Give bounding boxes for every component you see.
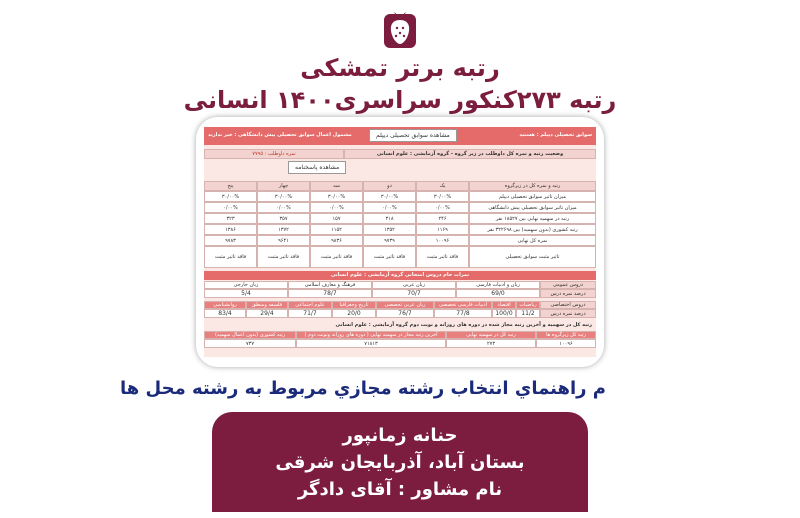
table-cell: ۱۳۵۲ [363,224,416,235]
rank-header-row [204,331,596,339]
general-row-label: دروس عمومی [540,281,596,289]
table-cell: ۳۰/۰۰% [416,191,469,202]
table-cell: ۱۳۸۶ [204,224,257,235]
headline-exam: رتبه ۲۷۳کنکور سراسری۱۴۰۰ انسانی [183,86,617,114]
score-value: 77/8 [434,309,492,318]
rank-header: آخرین رتبه مجاز در سهمیه نهایی ( دوره های روزانه ونوبت دوم ) [296,331,446,339]
table-cell: ۱۱۵۲ [310,224,363,235]
table-cell: فاقد تاثیر مثبت [310,246,363,268]
table-cell: ۱۳۷۲ [257,224,310,235]
general-values-row [204,289,596,298]
table-cell: فاقد تاثیر مثبت [416,246,469,268]
score-value: 69/0 [456,289,540,298]
student-name: حنانه زمانپور [342,425,458,446]
subject-header: علوم اجتماعی [288,301,332,309]
table-cell: میزان تاثیر سوابق تحصیلی پیش دانشگاهی [469,202,596,213]
table-row [204,246,596,268]
table-cell: ۰/۰۰% [204,202,257,213]
result-card [196,117,604,367]
rank-header: رتبه کل در سهمیه نهایی [446,331,536,339]
score-label: نمره داوطلب : ۷۷۹۵ [204,149,344,159]
table-cell: ۰/۰۰% [257,202,310,213]
score-value: 5/4 [204,289,288,298]
guide-banner: م راهنماي انتخاب رشته مجازي مربوط به رشته محل ها [120,378,606,399]
rank-title: رتبه کل در سهمیه و آخرین رتبه مجاز شده در دوره های روزانه و نوبت دوم گروه آزمایشی : علوم انسانی [335,322,592,328]
student-city: بستان آباد، آذربایجان شرقی [275,452,525,473]
score-value: 20/0 [332,309,376,318]
table-cell: ۳۱۸ [363,213,416,224]
special-row-label: دروس اختصاصی [540,301,596,309]
rank-values-row [204,339,596,348]
table1-head-cell: دو [363,181,416,191]
preuni-status: مشمول اعمال سوابق تحصیلی پیش دانشگاهی : خیر ندارید [208,132,352,138]
percent-label: درصد نمره درس [540,309,596,318]
rank-value: ۷۱۸۱۳ [296,339,446,348]
table-cell: ۳۲۳ [204,213,257,224]
score-value: 71/7 [288,309,332,318]
score-value: 100/0 [492,309,516,318]
table-cell: فاقد تاثیر مثبت [204,246,257,268]
subject-header: فرهنگ و معارف اسلامی [288,281,372,289]
subject-header: روانشناسی [204,301,246,309]
table1-head-cell: یک [416,181,469,191]
subject-header: فلسفه ومنطق [246,301,288,309]
table1-head-cell: چهار [257,181,310,191]
table1-header [204,181,596,191]
table-cell: ۳۰/۰۰% [310,191,363,202]
subject-header: اقتصاد [492,301,516,309]
table-cell: ۳۰/۰۰% [204,191,257,202]
table-cell: ۱۰۰۹۶ [416,235,469,246]
table-cell: میزان تاثیر سوابق تحصیلی دیپلم [469,191,596,202]
score-value: 70/7 [372,289,456,298]
table-row [204,191,596,202]
table-cell: ۱۱۶۹ [416,224,469,235]
diploma-status: سوابق تحصیلی دیپلم : هستید [519,132,592,138]
table-cell: ۹۷۳۹ [363,235,416,246]
table-row [204,224,596,235]
table-cell: رتبه در سهمیه نهایی بین ۱۸۵۲۷ نفر [469,213,596,224]
table-cell: نمره کل نهایی [469,235,596,246]
percent-label: درصد نمره درس [540,289,596,298]
rank-header: رتبه کل زیرگروه ها [536,331,596,339]
status-label: وضعیت رتبه و نمره کل داوطلب در زیر گروه - گروه آزمایشی : علوم انسانی [344,149,596,159]
strawberry-icon [383,8,417,50]
table1-head-cell: سه [310,181,363,191]
table-row [204,213,596,224]
subject-header: زبان و ادبیات فارسی [456,281,540,289]
subject-header: ادبیات فارسی تخصصی [434,301,492,309]
rank-value: ۲۷۳ [446,339,536,348]
score-value: 76/7 [376,309,434,318]
table-cell: ۰/۰۰% [310,202,363,213]
subject-header: زبان عربی [372,281,456,289]
advisor-name: نام مشاور : آقای دادگر [297,479,503,500]
result-sheet [204,127,596,357]
answer-sheet-button[interactable]: مشاهده پاسخنامه [288,161,346,174]
table-cell: رتبه کشوری (بدون سهمیه) بین ۳۲۲۶۹۸ نفر [469,224,596,235]
score-value: 11/2 [516,309,540,318]
subject-header: زبان عربی تخصصی [376,301,434,309]
table-cell: ۰/۰۰% [363,202,416,213]
diploma-records-button[interactable]: مشاهده سوابق تحصیلی دیپلم [369,129,457,142]
score-value: 83/4 [204,309,246,318]
table-cell: ۳۵۷ [257,213,310,224]
score-value: 78/7 [288,289,372,298]
rank-value: ۱۰۰۹۶ [536,339,596,348]
special-values-row [204,309,596,318]
subject-header: ریاضیات [516,301,540,309]
table-cell: ۲۴۶ [416,213,469,224]
table-row [204,202,596,213]
table-cell: ۰/۰۰% [416,202,469,213]
table-cell: فاقد تاثیر مثبت [257,246,310,268]
student-info-panel [212,412,588,512]
raw-scores-title: نمرات خام دروس امتحانی گروه آزمایشی : علوم انسانی [204,271,596,280]
table-cell: تاثیر مثبت سوابق تحصیلی [469,246,596,268]
table1-head-cell: پنج [204,181,257,191]
headline-rank: رتبه برتر تمشکی [300,54,500,82]
table-cell: ۳۰/۰۰% [257,191,310,202]
general-header-row [204,281,596,289]
table-cell: فاقد تاثیر مثبت [363,246,416,268]
table-cell: ۹۷۸۳ [204,235,257,246]
subject-header: تاریخ وجغرافیا [332,301,376,309]
table-row [204,235,596,246]
table-cell: ۱۵۷ [310,213,363,224]
rank-value: ۷۳۷ [204,339,296,348]
table-cell: ۳۰/۰۰% [363,191,416,202]
score-value: 29/4 [246,309,288,318]
subject-header: زبان خارجی [204,281,288,289]
table1-head-cell: رتبه و نمره کل در زیرگروه [469,181,596,191]
special-header-row [204,301,596,309]
table-cell: ۹۸۳۶ [310,235,363,246]
table-cell: ۹۶۴۱ [257,235,310,246]
rank-header: رتبه کشوری (بدون اعمال سهمیه) [204,331,296,339]
